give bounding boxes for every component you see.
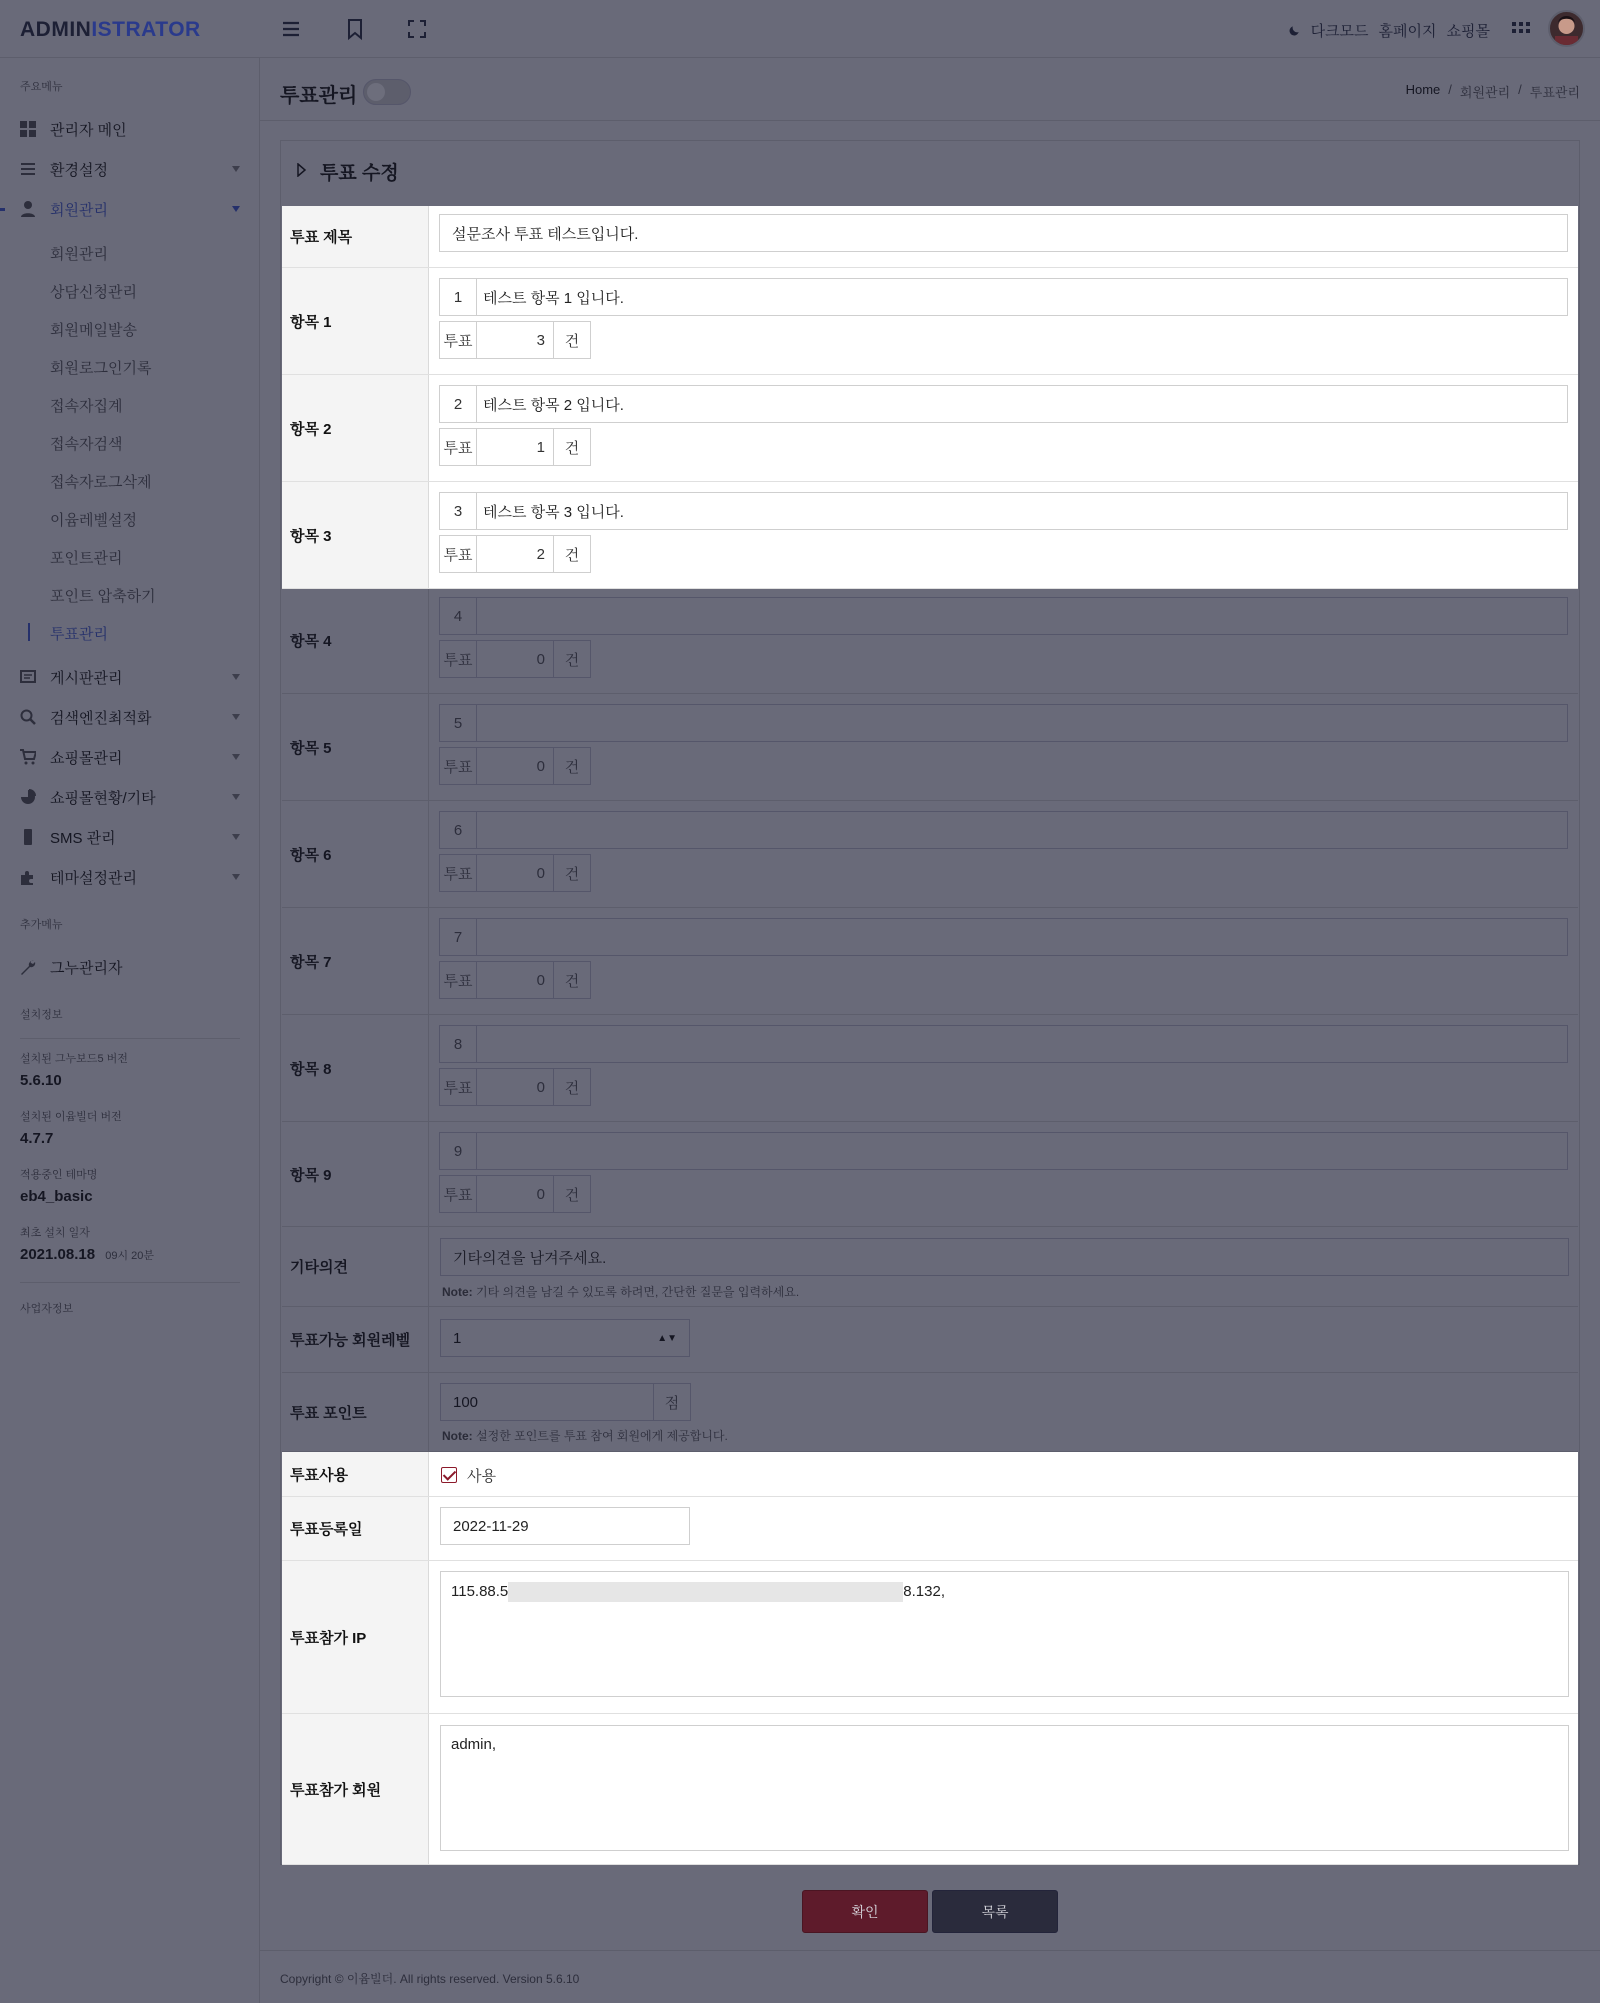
item-text-input[interactable]: 테스트 항목 3 입니다. [476,492,1568,530]
footer-copyright: Copyright © 이윰빌더. All rights reserved. Version 5.6.10 [280,1972,580,1986]
point-note: Note: 설정한 포인트를 투표 참여 회원에게 제공합니다. [442,1429,728,1443]
row-item [282,1015,1578,1122]
level-label: 투표가능 회원레벨 [282,1307,429,1372]
sidebar-item-label: 검색엔진최적화 [50,709,152,727]
vote-count-input[interactable]: 1 [477,428,553,466]
breadcrumb-home[interactable]: Home [1405,82,1441,97]
etc-note: Note: 기타 의견을 남길 수 있도록 하려면, 간단한 질문을 입력하세요. [442,1285,800,1299]
sidebar-subitem[interactable]: 접속자집계 [50,398,123,415]
sidebar-item-label: SMS 관리 [50,829,116,847]
item-label: 항목 9 [282,1122,429,1226]
date-label: 투표등록일 [282,1497,429,1560]
sidebar-item-shop[interactable] [20,742,240,772]
mobile-icon [20,829,36,845]
sidebar-item-admin-main[interactable] [20,114,240,144]
use-checkbox-label: 사용 [467,1468,496,1485]
title-label: 투표 제목 [282,206,429,267]
item-text-input[interactable] [476,1025,1568,1063]
install-date: 2021.08.18 09시 20분 [20,1246,155,1263]
point-input[interactable]: 100 [440,1383,654,1421]
item-number: 2 [439,385,477,423]
vote-count-input[interactable]: 0 [477,854,553,892]
divider [20,1282,240,1283]
vote-unit: 건 [553,321,591,359]
sidebar-subitem[interactable]: 이윰레벨설정 [50,512,137,529]
ip-textarea[interactable]: 115.88.5 8.132, [440,1571,1569,1697]
row-title [282,206,1578,268]
active-subitem-indicator [28,623,30,641]
item-number: 4 [439,597,477,635]
item-label: 항목 3 [282,482,429,588]
sidebar-subitem-active[interactable]: 투표관리 [50,626,108,643]
homepage-link[interactable]: 홈페이지 [1378,23,1437,40]
wrench-icon [20,959,36,975]
item-number: 5 [439,704,477,742]
sidebar-item-label: 쇼핑몰현황/기타 [50,789,156,807]
vote-unit: 건 [553,961,591,999]
item-text-input[interactable] [476,597,1568,635]
cart-icon [20,749,36,765]
item-vote-group [439,535,591,573]
chevron-down-icon [232,754,240,760]
vote-count-input[interactable]: 0 [477,961,553,999]
row-member [282,1714,1578,1865]
sidebar-section-main: 주요메뉴 [20,81,63,93]
sidebar-section-install: 설치정보 [20,1009,63,1021]
item-label: 항목 2 [282,375,429,481]
select-arrows-icon: ▲▼ [657,1333,677,1344]
sidebar-item-label: 회원관리 [50,201,108,219]
row-use [282,1452,1578,1497]
avatar[interactable] [1548,10,1585,47]
caret-right-icon [297,163,307,177]
vote-label: 투표 [439,321,477,359]
member-textarea[interactable]: admin, [440,1725,1569,1851]
vote-unit: 건 [553,854,591,892]
row-item [282,1122,1578,1227]
row-etc [282,1227,1578,1307]
piechart-icon [20,789,36,805]
board-icon [20,669,36,685]
row-item [282,801,1578,908]
theme-label: 적용중인 테마명 [20,1169,98,1181]
sidebar-subitem[interactable]: 접속자로그삭제 [50,474,152,491]
active-indicator [0,208,5,211]
vote-count-input[interactable]: 3 [477,321,553,359]
sidebar [0,58,260,2003]
sidebar-item-theme[interactable] [20,862,240,892]
top-header [0,0,1600,58]
vote-unit: 건 [553,747,591,785]
row-item [282,375,1578,482]
item-label: 항목 5 [282,694,429,800]
confirm-button[interactable]: 확인 [802,1890,928,1933]
item-vote-group [439,428,591,466]
sidebar-item-label: 테마설정관리 [50,869,137,887]
item-text-input[interactable] [476,811,1568,849]
search-icon [20,709,36,725]
list-button[interactable]: 목록 [932,1890,1058,1933]
item-label: 항목 6 [282,801,429,907]
item-text-input[interactable]: 테스트 항목 1 입니다. [476,278,1568,316]
row-point [282,1373,1578,1452]
sidebar-subitem[interactable]: 회원관리 [50,246,108,263]
sidebar-item-seo[interactable] [20,702,240,732]
sidebar-item-label: 관리자 메인 [50,121,127,139]
vote-count-input[interactable]: 2 [477,535,553,573]
dashboard-icon [20,121,36,137]
vote-label: 투표 [439,961,477,999]
vote-label: 투표 [439,428,477,466]
sidebar-subitem[interactable]: 상담신청관리 [50,284,137,301]
gnuboard-version: 5.6.10 [20,1072,62,1089]
etc-label: 기타의견 [282,1227,429,1306]
row-level [282,1307,1578,1373]
sidebar-item-settings[interactable] [20,154,240,184]
vote-unit: 건 [553,640,591,678]
page-toggle[interactable] [363,79,411,105]
darkmode-link[interactable]: 다크모드 [1310,23,1369,40]
vote-unit: 건 [553,428,591,466]
row-item [282,694,1578,801]
vote-label: 투표 [439,747,477,785]
sidebar-item-label: 게시판관리 [50,669,123,687]
row-date [282,1497,1578,1561]
menu-icon[interactable] [279,17,303,41]
item-number: 1 [439,278,477,316]
vote-label: 투표 [439,640,477,678]
user-icon [20,201,36,217]
item-text-input[interactable] [476,918,1568,956]
vote-unit: 건 [553,1175,591,1213]
level-select[interactable]: 1 ▲▼ [440,1319,690,1357]
item-number: 3 [439,492,477,530]
sidebar-subitem[interactable]: 포인트관리 [50,550,123,567]
sidebar-item-label: 쇼핑몰관리 [50,749,123,767]
row-item [282,482,1578,589]
divider [260,120,1600,121]
sidebar-subitem[interactable]: 회원메일발송 [50,322,137,339]
item-vote-group [439,1175,591,1213]
member-label: 투표참가 회원 [282,1714,429,1864]
admin-logo[interactable]: ADMINISTRATOR [20,18,201,41]
vote-label: 투표 [439,854,477,892]
sidebar-section-extra: 추가메뉴 [20,919,63,931]
vote-label: 투표 [439,1068,477,1106]
chevron-down-icon [232,714,240,720]
sidebar-subitem[interactable]: 포인트 압축하기 [50,588,156,605]
sliders-icon [20,161,36,177]
vote-count-input[interactable]: 0 [477,747,553,785]
item-text-input[interactable] [476,704,1568,742]
install-date-label: 최초 설치 일자 [20,1227,90,1239]
fullscreen-icon[interactable] [405,17,429,41]
vote-count-input[interactable]: 0 [477,1068,553,1106]
item-text-input[interactable] [476,1132,1568,1170]
item-label: 항목 7 [282,908,429,1014]
sidebar-item-shop-status[interactable] [20,782,240,812]
apps-grid-icon[interactable] [1512,20,1530,38]
item-label: 항목 4 [282,587,429,693]
item-number: 7 [439,918,477,956]
sidebar-item-members[interactable] [20,194,240,224]
row-ip [282,1561,1578,1714]
item-number: 6 [439,811,477,849]
item-vote-group [439,1068,591,1106]
sidebar-subitem[interactable]: 회원로그인기록 [50,360,152,377]
vote-unit: 건 [553,1068,591,1106]
etc-input[interactable]: 기타의견을 남겨주세요. [440,1238,1569,1276]
breadcrumb: Home / 회원관리 / 투표관리 [1405,82,1580,100]
page-title: 투표관리 [280,85,358,107]
gnuboard-version-label: 설치된 그누보드5 버전 [20,1053,128,1065]
sidebar-item-gnu-admin[interactable] [20,952,240,982]
date-input[interactable]: 2022-11-29 [440,1507,690,1545]
breadcrumb-current: 투표관리 [1529,85,1580,100]
puzzle-icon [20,869,36,885]
point-label: 투표 포인트 [282,1373,429,1451]
item-vote-group [439,640,591,678]
sidebar-item-sms[interactable] [20,822,240,852]
row-item [282,908,1578,1015]
divider [20,1038,240,1039]
item-label: 항목 8 [282,1015,429,1121]
item-vote-group [439,961,591,999]
vote-unit: 건 [553,535,591,573]
eyoom-version: 4.7.7 [20,1130,54,1147]
chevron-down-icon [232,834,240,840]
ip-label: 투표참가 IP [282,1561,429,1713]
chevron-down-icon [232,206,240,212]
bookmark-icon[interactable] [343,17,367,41]
sidebar-item-boards[interactable] [20,662,240,692]
theme-name: eb4_basic [20,1188,93,1205]
use-label: 투표사용 [282,1452,429,1496]
item-vote-group [439,747,591,785]
vote-label: 투표 [439,535,477,573]
vote-count-input[interactable]: 0 [477,1175,553,1213]
eyoom-version-label: 설치된 이윰빌더 버전 [20,1111,122,1123]
sidebar-item-label: 환경설정 [50,161,108,179]
shop-link[interactable]: 쇼핑몰 [1446,23,1490,40]
chevron-down-icon [232,794,240,800]
item-number: 8 [439,1025,477,1063]
moon-icon [1287,24,1301,38]
redacted-block [508,1582,903,1602]
vote-count-input[interactable]: 0 [477,640,553,678]
divider [260,1950,1600,1951]
sidebar-subitem[interactable]: 접속자검색 [50,436,123,453]
item-vote-group [439,321,591,359]
title-input[interactable]: 설문조사 투표 테스트입니다. [439,214,1568,252]
row-item [282,268,1578,375]
card-title: 투표 수정 [320,163,399,184]
sidebar-item-label: 그누관리자 [50,959,123,977]
breadcrumb-members[interactable]: 회원관리 [1459,85,1511,100]
item-text-input[interactable]: 테스트 항목 2 입니다. [476,385,1568,423]
business-info-link[interactable]: 사업자정보 [20,1303,74,1315]
chevron-down-icon [232,674,240,680]
vote-label: 투표 [439,1175,477,1213]
chevron-down-icon [232,874,240,880]
item-vote-group [439,854,591,892]
point-unit: 점 [653,1383,691,1421]
chevron-down-icon [232,166,240,172]
item-number: 9 [439,1132,477,1170]
item-label: 항목 1 [282,268,429,374]
use-checkbox[interactable] [441,1467,457,1483]
row-item [282,587,1578,694]
